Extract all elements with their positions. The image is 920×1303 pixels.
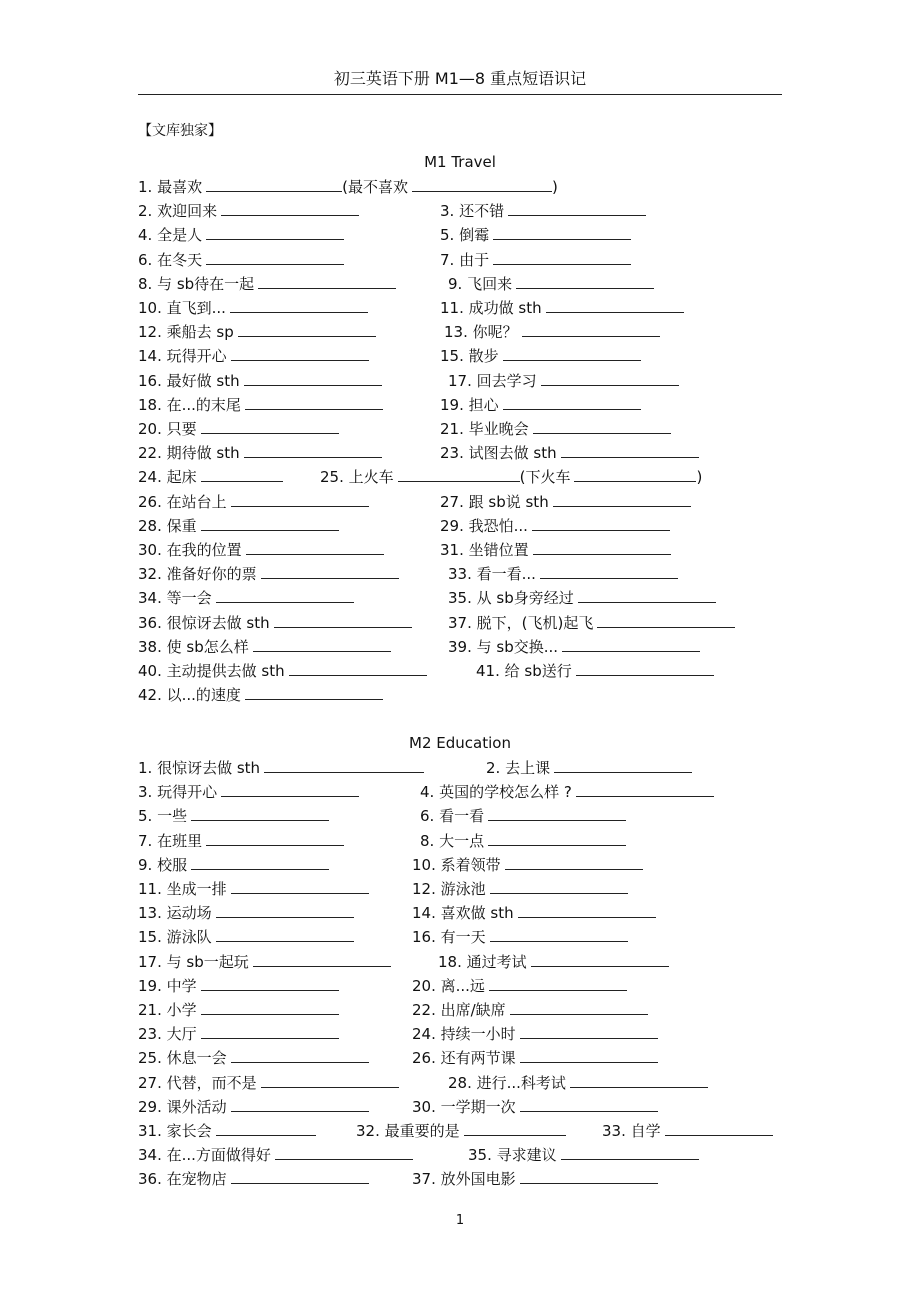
phrase-item xyxy=(138,224,344,248)
answer-blank[interactable] xyxy=(245,685,383,700)
answer-blank[interactable] xyxy=(533,419,671,434)
phrase-label: 33. 看一看... xyxy=(448,565,536,584)
phrase-label: 14. 玩得开心 xyxy=(138,347,227,366)
answer-blank[interactable] xyxy=(201,516,339,531)
phrase-item xyxy=(138,539,384,563)
phrase-row xyxy=(138,563,798,587)
answer-blank[interactable] xyxy=(503,346,641,361)
phrase-item xyxy=(440,539,671,563)
answer-blank[interactable] xyxy=(206,177,342,192)
answer-blank[interactable] xyxy=(516,274,654,289)
phrase-item xyxy=(138,176,558,200)
phrase-label: 42. 以...的速度 xyxy=(138,686,241,705)
phrase-item xyxy=(138,830,344,854)
phrase-row xyxy=(138,491,798,515)
answer-blank[interactable] xyxy=(488,806,626,821)
answer-blank[interactable] xyxy=(490,927,628,942)
phrase-row xyxy=(138,587,798,611)
answer-blank[interactable] xyxy=(258,274,396,289)
phrase-row xyxy=(138,878,798,902)
answer-blank[interactable] xyxy=(576,661,714,676)
phrase-row xyxy=(138,249,798,273)
phrase-item xyxy=(138,805,329,829)
header-divider xyxy=(138,94,782,95)
phrase-item xyxy=(448,612,735,636)
phrase-item xyxy=(320,466,702,490)
phrase-label: 20. 离...远 xyxy=(412,976,485,995)
phrase-item xyxy=(440,515,670,539)
phrase-label: 8. 与 sb待在一起 xyxy=(138,274,255,293)
answer-blank[interactable] xyxy=(221,201,359,216)
phrase-label: 15. 散步 xyxy=(440,347,499,366)
phrase-label: 17. 回去学习 xyxy=(448,371,537,390)
phrase-row xyxy=(138,442,798,466)
phrase-row xyxy=(138,394,798,418)
phrase-label: 11. 坐成一排 xyxy=(138,880,227,898)
phrase-item xyxy=(138,394,383,418)
phrase-row xyxy=(138,902,798,926)
answer-blank[interactable] xyxy=(231,1048,369,1063)
answer-blank[interactable] xyxy=(274,613,412,628)
phrase-row xyxy=(138,1144,798,1168)
phrase-label: 37. 放外国电影 xyxy=(412,1170,516,1189)
answer-blank[interactable] xyxy=(289,661,427,676)
phrase-item xyxy=(476,660,714,684)
answer-blank[interactable] xyxy=(531,952,669,967)
phrase-item xyxy=(138,1096,369,1120)
phrase-label: 23. 大厅 xyxy=(138,1025,197,1044)
phrase-row xyxy=(138,321,798,345)
phrase-item xyxy=(138,636,391,660)
answer-blank[interactable] xyxy=(206,831,344,846)
answer-blank[interactable] xyxy=(191,855,329,870)
phrase-label: 8. 大一点 xyxy=(420,831,485,850)
answer-blank[interactable] xyxy=(561,443,699,458)
answer-blank[interactable] xyxy=(520,1169,658,1184)
phrase-label: 32. 准备好你的票 xyxy=(138,565,257,584)
phrase-label: 29. 课外活动 xyxy=(138,1097,227,1116)
answer-blank[interactable] xyxy=(231,879,369,894)
answer-blank[interactable] xyxy=(245,395,383,410)
phrase-label: 34. 等一会 xyxy=(138,589,212,608)
phrase-alt-label: (最不喜欢 xyxy=(342,178,408,196)
phrase-label: 28. 保重 xyxy=(138,516,197,535)
phrase-label: 7. 由于 xyxy=(440,250,490,269)
answer-blank[interactable] xyxy=(201,419,339,434)
phrase-item xyxy=(138,563,399,587)
phrase-label: 26. 还有两节课 xyxy=(412,1049,516,1068)
phrase-row xyxy=(138,1168,798,1192)
phrase-item xyxy=(486,757,692,781)
phrase-label: 22. 出席/缺席 xyxy=(412,1001,506,1019)
phrase-label: 15. 游泳队 xyxy=(138,928,212,947)
answer-blank[interactable] xyxy=(398,467,520,482)
phrase-item xyxy=(138,1023,339,1047)
phrase-label: 40. 主动提供去做 sth xyxy=(138,662,285,680)
answer-blank[interactable] xyxy=(488,831,626,846)
phrase-label: 19. 中学 xyxy=(138,976,197,995)
phrase-row xyxy=(138,757,798,781)
phrase-label: 27. 跟 sb说 sth xyxy=(440,492,549,511)
answer-blank[interactable] xyxy=(597,613,735,628)
phrase-label: 5. 倒霉 xyxy=(440,226,490,245)
phrase-label: 34. 在...方面做得好 xyxy=(138,1146,271,1165)
phrase-item xyxy=(438,951,669,975)
phrase-item xyxy=(448,636,700,660)
phrase-row xyxy=(138,830,798,854)
phrase-row xyxy=(138,999,798,1023)
answer-blank[interactable] xyxy=(201,1024,339,1039)
phrase-item xyxy=(138,926,354,950)
page-header-title: 初三英语下册 M1—8 重点短语识记 xyxy=(333,69,587,88)
phrase-item xyxy=(448,587,716,611)
phrase-item xyxy=(138,370,382,394)
phrase-label: 21. 小学 xyxy=(138,1001,197,1019)
phrase-item xyxy=(440,442,699,466)
phrase-item xyxy=(138,297,368,321)
phrase-item xyxy=(138,1047,369,1071)
phrase-item xyxy=(138,273,396,297)
phrase-item xyxy=(440,200,646,224)
phrase-item xyxy=(412,926,628,950)
phrase-label: 7. 在班里 xyxy=(138,831,203,850)
phrase-row xyxy=(138,224,798,248)
phrase-label: 3. 还不错 xyxy=(440,202,505,221)
phrase-row xyxy=(138,200,798,224)
phrase-item xyxy=(138,1144,413,1168)
answer-blank[interactable] xyxy=(562,637,700,652)
phrase-row xyxy=(138,805,798,829)
answer-blank[interactable] xyxy=(191,806,329,821)
answer-blank[interactable] xyxy=(493,250,631,265)
phrase-label: 25. 休息一会 xyxy=(138,1049,227,1068)
phrase-item xyxy=(138,442,382,466)
phrase-item xyxy=(448,563,678,587)
phrase-label: 20. 只要 xyxy=(138,420,197,438)
phrase-label: 11. 成功做 sth xyxy=(440,299,542,317)
answer-blank[interactable] xyxy=(264,758,424,773)
answer-blank[interactable] xyxy=(246,540,384,555)
answer-blank[interactable] xyxy=(520,1024,658,1039)
phrase-label: 19. 担心 xyxy=(440,395,499,414)
phrase-item xyxy=(138,321,376,345)
phrase-item xyxy=(448,273,654,297)
phrase-row xyxy=(138,1023,798,1047)
answer-blank[interactable] xyxy=(541,371,679,386)
answer-blank[interactable] xyxy=(231,492,369,507)
phrase-item xyxy=(420,781,714,805)
phrase-item xyxy=(138,200,359,224)
phrase-item xyxy=(138,1120,316,1144)
phrase-item xyxy=(138,878,369,902)
phrase-row xyxy=(138,297,798,321)
answer-blank[interactable] xyxy=(570,1073,708,1088)
phrase-label: 6. 在冬天 xyxy=(138,250,203,269)
phrase-item xyxy=(138,587,354,611)
answer-blank[interactable] xyxy=(206,250,344,265)
phrase-row xyxy=(138,1120,798,1144)
phrase-label: 31. 家长会 xyxy=(138,1122,212,1140)
phrase-label: 13. 你呢？ xyxy=(444,323,518,342)
phrase-label: 10. 直飞到... xyxy=(138,299,226,317)
phrase-label: 24. 起床 xyxy=(138,468,197,487)
phrase-row xyxy=(138,1096,798,1120)
phrase-row xyxy=(138,418,798,442)
answer-blank[interactable] xyxy=(540,564,678,579)
phrase-item xyxy=(412,975,627,999)
answer-blank[interactable] xyxy=(261,564,399,579)
phrase-label: 36. 在宠物店 xyxy=(138,1170,227,1189)
phrase-item xyxy=(448,1072,708,1096)
phrase-label: 25. 上火车 xyxy=(320,468,394,487)
answer-blank[interactable] xyxy=(231,346,369,361)
phrase-label: 41. 给 sb送行 xyxy=(476,662,572,680)
phrase-label: 39. 与 sb交换... xyxy=(448,637,559,656)
phrase-label: 5. 一些 xyxy=(138,807,188,826)
phrase-item xyxy=(138,975,339,999)
phrase-label: 22. 期待做 sth xyxy=(138,444,240,463)
phrase-row xyxy=(138,345,798,369)
phrase-label: 1. 最喜欢 xyxy=(138,178,203,196)
page-number: 1 xyxy=(455,1213,465,1228)
answer-blank[interactable] xyxy=(275,1145,413,1160)
phrase-label: 1. 很惊讶去做 sth xyxy=(138,759,261,777)
answer-blank[interactable] xyxy=(554,758,692,773)
phrase-label: 16. 有一天 xyxy=(412,928,486,947)
answer-blank[interactable] xyxy=(244,371,382,386)
phrase-item xyxy=(138,999,339,1023)
answer-blank[interactable] xyxy=(221,782,359,797)
phrase-row xyxy=(138,466,798,490)
phrase-item xyxy=(444,321,660,345)
phrase-label: 9. 校服 xyxy=(138,855,188,874)
phrase-item xyxy=(412,1096,658,1120)
answer-blank[interactable] xyxy=(490,879,628,894)
phrase-item xyxy=(440,394,641,418)
section-title-m2: M2 Education xyxy=(409,734,511,752)
answer-blank[interactable] xyxy=(206,225,344,240)
phrase-item xyxy=(440,249,631,273)
phrase-item xyxy=(440,418,671,442)
phrase-label: 14. 喜欢做 sth xyxy=(412,904,514,923)
phrase-label: 21. 毕业晚会 xyxy=(440,420,529,438)
phrase-label: 18. 在...的末尾 xyxy=(138,395,241,414)
phrase-row xyxy=(138,636,798,660)
phrase-item xyxy=(138,951,391,975)
phrase-item xyxy=(412,1168,658,1192)
answer-blank[interactable] xyxy=(201,1000,339,1015)
phrase-label: 32. 最重要的是 xyxy=(356,1122,460,1140)
answer-blank[interactable] xyxy=(201,976,339,991)
phrase-item xyxy=(440,491,691,515)
phrase-label: 26. 在站台上 xyxy=(138,492,227,511)
phrase-item xyxy=(138,684,383,708)
phrase-item xyxy=(412,1047,658,1071)
phrase-row xyxy=(138,539,798,563)
phrase-item xyxy=(138,418,339,442)
answer-blank[interactable] xyxy=(261,1073,399,1088)
answer-blank[interactable] xyxy=(520,1048,658,1063)
answer-blank[interactable] xyxy=(508,201,646,216)
phrase-item xyxy=(138,660,427,684)
answer-blank[interactable] xyxy=(230,298,368,313)
answer-blank[interactable] xyxy=(216,903,354,918)
phrase-row xyxy=(138,273,798,297)
answer-blank[interactable] xyxy=(231,1097,369,1112)
phrase-item xyxy=(420,830,626,854)
phrase-item xyxy=(440,224,631,248)
phrase-item xyxy=(138,854,329,878)
phrase-item xyxy=(602,1120,773,1144)
phrase-label: 2. 欢迎回来 xyxy=(138,202,218,221)
phrase-row xyxy=(138,854,798,878)
phrase-row xyxy=(138,951,798,975)
answer-blank[interactable] xyxy=(503,395,641,410)
phrase-item xyxy=(138,345,369,369)
phrase-item xyxy=(412,902,656,926)
answer-blank[interactable] xyxy=(520,1097,658,1112)
phrase-label: 18. 通过考试 xyxy=(438,952,527,971)
phrase-label: 36. 很惊讶去做 sth xyxy=(138,613,270,632)
answer-blank[interactable] xyxy=(489,976,627,991)
answer-blank[interactable] xyxy=(216,927,354,942)
phrase-label: 29. 我恐怕... xyxy=(440,516,528,535)
phrase-item xyxy=(138,515,339,539)
answer-blank[interactable] xyxy=(244,443,382,458)
phrase-alt-label: (下火车 xyxy=(519,468,571,487)
answer-blank[interactable] xyxy=(576,782,714,797)
section-title-m1: M1 Travel xyxy=(424,153,496,171)
answer-blank[interactable] xyxy=(493,225,631,240)
answer-blank[interactable] xyxy=(253,637,391,652)
phrase-item xyxy=(138,612,412,636)
phrase-item xyxy=(138,249,344,273)
phrase-label: 38. 使 sb怎么样 xyxy=(138,637,249,656)
answer-blank[interactable] xyxy=(532,516,670,531)
answer-blank[interactable] xyxy=(505,855,643,870)
answer-blank[interactable] xyxy=(561,1145,699,1160)
phrase-label: 3. 玩得开心 xyxy=(138,783,218,802)
phrase-label: 2. 去上课 xyxy=(486,759,551,777)
answer-blank[interactable] xyxy=(253,952,391,967)
answer-blank[interactable] xyxy=(464,1121,566,1136)
phrase-row xyxy=(138,975,798,999)
phrase-label: 12. 游泳池 xyxy=(412,880,486,898)
phrase-label: 24. 持续一小时 xyxy=(412,1025,516,1044)
phrase-item xyxy=(138,781,359,805)
phrase-item xyxy=(468,1144,699,1168)
phrase-label: 35. 寻求建议 xyxy=(468,1146,557,1165)
answer-blank[interactable] xyxy=(231,1169,369,1184)
phrase-label: 17. 与 sb一起玩 xyxy=(138,952,249,971)
phrase-label: 35. 从 sb身旁经过 xyxy=(448,589,574,608)
phrase-item xyxy=(440,345,641,369)
phrase-item xyxy=(356,1120,566,1144)
answer-blank[interactable] xyxy=(553,492,691,507)
answer-blank[interactable] xyxy=(510,1000,648,1015)
phrase-label: 30. 一学期一次 xyxy=(412,1097,516,1116)
phrase-label: 28. 进行...科考试 xyxy=(448,1073,566,1092)
phrase-row xyxy=(138,176,798,200)
phrase-label: 10. 系着领带 xyxy=(412,855,501,874)
answer-blank[interactable] xyxy=(574,467,696,482)
phrase-label: 31. 坐错位置 xyxy=(440,541,529,559)
phrase-label: 23. 试图去做 sth xyxy=(440,444,557,463)
answer-blank[interactable] xyxy=(238,322,376,337)
answer-blank[interactable] xyxy=(201,467,283,482)
phrase-item xyxy=(448,370,679,394)
answer-blank[interactable] xyxy=(216,588,354,603)
phrase-row xyxy=(138,781,798,805)
phrase-item xyxy=(412,999,648,1023)
phrase-row xyxy=(138,1047,798,1071)
phrase-item xyxy=(412,1023,658,1047)
phrase-label: 27. 代替，而不是 xyxy=(138,1073,257,1092)
phrase-row xyxy=(138,660,798,684)
phrase-item xyxy=(420,805,626,829)
answer-blank[interactable] xyxy=(578,588,716,603)
phrase-item xyxy=(138,757,424,781)
phrase-item xyxy=(440,297,684,321)
phrase-label: 13. 运动场 xyxy=(138,904,212,923)
phrase-row xyxy=(138,1072,798,1096)
phrase-item xyxy=(138,902,354,926)
closing-paren: ) xyxy=(696,468,703,487)
phrase-row xyxy=(138,684,798,708)
answer-blank[interactable] xyxy=(665,1121,773,1136)
phrase-item xyxy=(138,491,369,515)
phrase-item xyxy=(138,466,283,490)
phrase-label: 16. 最好做 sth xyxy=(138,371,240,390)
answer-blank[interactable] xyxy=(518,903,656,918)
phrase-label: 4. 全是人 xyxy=(138,226,203,245)
source-tag: 【文库独家】 xyxy=(138,123,222,139)
phrase-label: 9. 飞回来 xyxy=(448,274,513,293)
phrase-label: 33. 自学 xyxy=(602,1122,661,1140)
answer-blank[interactable] xyxy=(533,540,671,555)
phrase-label: 37. 脱下，(飞机)起飞 xyxy=(448,613,594,632)
phrase-item xyxy=(412,854,643,878)
answer-blank[interactable] xyxy=(216,1121,316,1136)
phrase-item xyxy=(412,878,628,902)
phrase-label: 4. 英国的学校怎么样 ? xyxy=(420,783,572,802)
answer-blank[interactable] xyxy=(546,298,684,313)
answer-blank[interactable] xyxy=(412,177,552,192)
phrase-label: 30. 在我的位置 xyxy=(138,541,242,559)
phrase-row xyxy=(138,612,798,636)
answer-blank[interactable] xyxy=(522,322,660,337)
phrase-label: 6. 看一看 xyxy=(420,807,485,826)
phrase-label: 12. 乘船去 sp xyxy=(138,323,234,342)
phrase-row xyxy=(138,515,798,539)
phrase-row xyxy=(138,926,798,950)
phrase-row xyxy=(138,370,798,394)
phrase-item xyxy=(138,1072,399,1096)
closing-paren: ) xyxy=(551,178,558,196)
phrase-item xyxy=(138,1168,369,1192)
